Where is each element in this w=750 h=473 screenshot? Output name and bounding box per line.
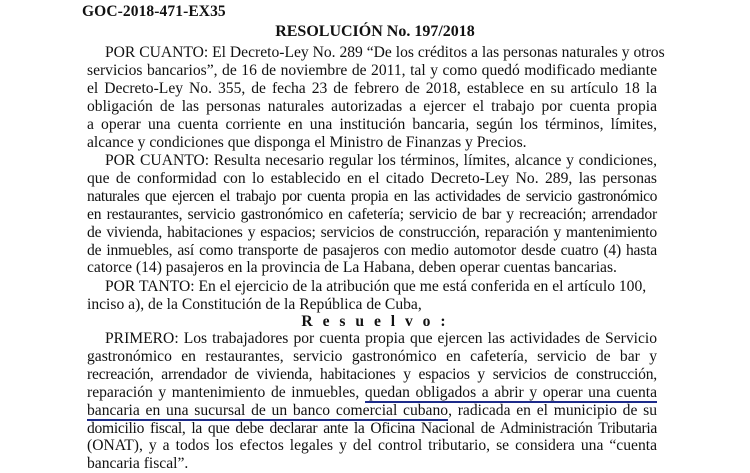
resuelvo-heading: R e s u e l v o : — [301, 313, 449, 330]
text-line: PRIMERO: Los trabajadores por cuenta propia que ejercen las actividades de Servicio — [105, 330, 657, 347]
resolution-title: RESOLUCIÓN No. 197/2018 — [275, 23, 475, 40]
text-line: obligación de las personas naturales autorizadas a ejercer el trabajo por cuenta propia — [87, 97, 657, 115]
text-line: el Decreto-Ley No. 355, de fecha 23 de febrero de 2018, establece en su artículo 18 la — [87, 79, 657, 97]
text-line: alcance y condiciones que disponga el Ministro de Finanzas y Precios. — [87, 133, 527, 151]
paragraph-primero — [87, 330, 657, 473]
underlined-obligation-text: quedan obligados a abrir y operar una cuenta — [364, 383, 657, 401]
text-line: POR TANTO: En el ejercicio de la atribución que me está conferida en el artículo 100, — [105, 278, 647, 295]
text-line: recreación, arrendador de vivienda, habitaciones y espacios y servicios de construcción, — [87, 365, 657, 383]
text-line: de vivienda, habitaciones y espacios; servicios de construcción, reparación y mantenimiento — [87, 223, 657, 241]
paragraph-por-tanto — [87, 278, 657, 314]
text-line: en restaurantes, servicio gastronómico en cafetería; servicio de bar y recreación; arrendador — [87, 205, 657, 223]
text-line: a operar una cuenta corriente en una institución bancaria, según los términos, límites, — [87, 115, 657, 133]
text-line: que de conformidad con lo establecido en el citado Decreto-Ley No. 289, las personas — [87, 169, 657, 187]
text-line: POR CUANTO: El Decreto-Ley No. 289 “De los créditos a las personas naturales y otros — [105, 44, 665, 61]
underlined-obligation-text: bancaria en una sucursal de un banco comercial cubano — [87, 401, 449, 419]
paragraph-por-cuanto-1 — [87, 44, 665, 151]
text-line: (ONAT), y a todos los efectos legales y del control tributario, se considera una “cuenta — [87, 437, 657, 455]
text-line: POR CUANTO: Resulta necesario regular los términos, límites, alcance y condiciones, — [105, 152, 657, 169]
text-line: catorce (14) pasajeros en la provincia de La Habana, deben operar cuentas bancarias. — [87, 259, 617, 277]
text-segment: reparación y mantenimiento de inmuebles, — [87, 383, 365, 401]
text-line — [87, 402, 657, 420]
text-line: gastronómico en restaurantes, servicio gastronómico en cafetería, servicio de bar y — [87, 347, 657, 365]
text-line: naturales que ejercen el trabajo por cuenta propia en las actividades de servicio gastronómico — [87, 187, 657, 205]
paragraph-por-cuanto-2 — [87, 152, 657, 277]
document-code: GOC-2018-471-EX35 — [82, 3, 226, 20]
text-line: bancaria fiscal”. — [87, 455, 189, 473]
text-segment: , radicada en el municipio de su — [448, 401, 657, 419]
text-line: inciso a), de la Constitución de la República de Cuba, — [87, 295, 422, 313]
text-line: de inmuebles, así como transporte de pasajeros con medio automotor desde cuatro (4) hasta — [87, 241, 657, 259]
text-line: domicilio fiscal, la que debe declarar ante la Oficina Nacional de Administración Tributaria — [87, 419, 657, 437]
text-line — [87, 384, 657, 402]
text-line: servicios bancarios”, de 16 de noviembre de 2011, tal y como quedó modificado mediante — [87, 61, 657, 79]
